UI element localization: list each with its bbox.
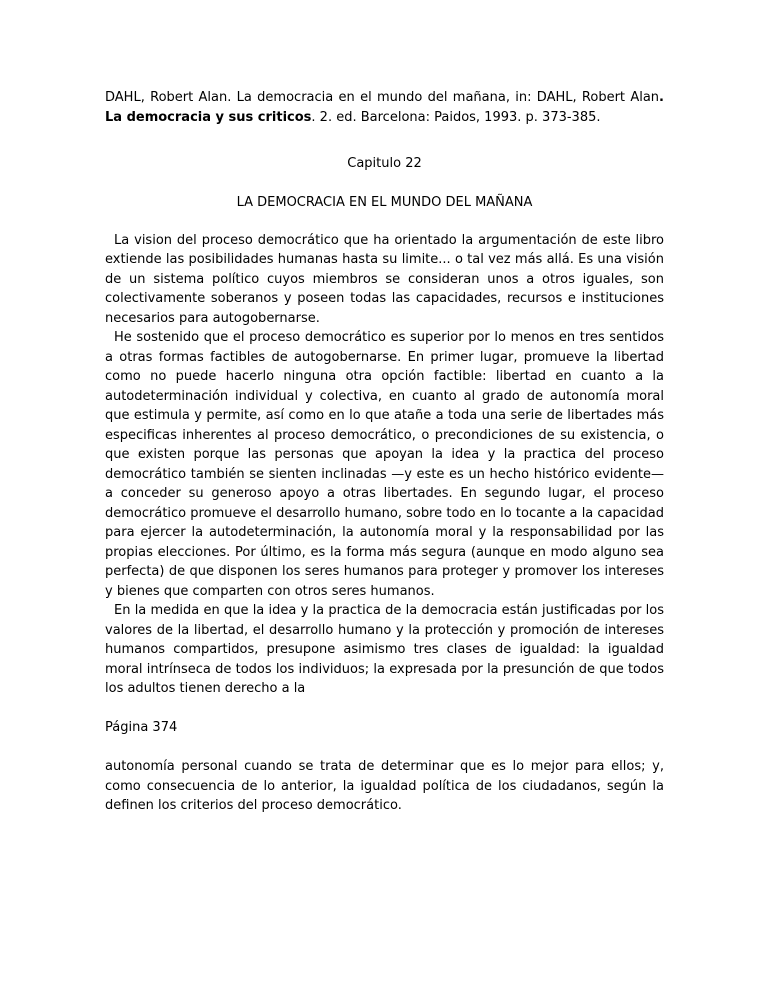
citation <box>105 88 664 127</box>
paragraph-1: La vision del proceso democrático que ha orientado la argumentación de este libro extiende las posibilidades humanas hasta su limite... o tal vez más allá. Es una visión de un sistema político cuyos miembros se consideran unos a otros iguales, son colectivamente soberanos y poseen todas las capacidades, recursos e instituciones necesarios para autogobernarse. <box>105 232 664 326</box>
citation-text-lead: DAHL, Robert Alan. La democracia en el mundo del mañana, in: DAHL, Robert Alan <box>105 90 660 105</box>
paragraph-2: He sostenido que el proceso democrático es superior por lo menos en tres sentidos a otras formas factibles de autogobernarse. En primer lugar, promueve la libertad como no puede hacerlo ninguna otra opción factible: libertad en cuanto a la autodeterminación individual y colectiva, en cuanto al grado de autonomía moral que estimula y permite, así como en lo que atañe a toda una serie de libertades más especificas inherentes al proceso democrático, o precondiciones de su existencia, o que existen porque las personas que apoyan la idea y la practica del proceso democrático también se sienten inclinadas —y este es un hecho histórico evidente— a conceder su generoso apoyo a otras libertades. En segundo lugar, el proceso democrático promueve el desarrollo humano, sobre todo en lo tocante a la capacidad para ejercer la autodeterminación, la autonomía moral y la responsabilidad por las propias elecciones. Por último, es la forma más segura (aunque en modo alguno sea perfecta) de que disponen los seres humanos para proteger y promover los intereses y bienes que comparten con otros seres humanos. <box>105 330 664 599</box>
citation-book-title: . La democracia y sus criticos <box>105 90 664 125</box>
chapter-heading: Capitulo 22 <box>347 156 422 171</box>
page-number-marker: Página 374 <box>105 720 178 735</box>
citation-text-tail: . 2. ed. Barcelona: Paidos, 1993. p. 373-385. <box>311 109 601 125</box>
paragraph-continuation: autonomía personal cuando se trata de determinar que es lo mejor para ellos; y, como consecuencia de lo anterior, la igualdad política de los ciudadanos, según la definen los criterios del proceso democrático. <box>105 759 664 813</box>
document-title: LA DEMOCRACIA EN EL MUNDO DEL MAÑANA <box>236 195 533 210</box>
paragraph-3: En la medida en que la idea y la practica de la democracia están justificadas por los valores de la libertad, el desarrollo humano y la protección y promoción de intereses humanos compartidos, presupone asimismo tres clases de igualdad: la igualdad moral intrínseca de todos los individuos; la expresada por la presunción de que todos los adultos tienen derecho a la <box>105 603 664 696</box>
